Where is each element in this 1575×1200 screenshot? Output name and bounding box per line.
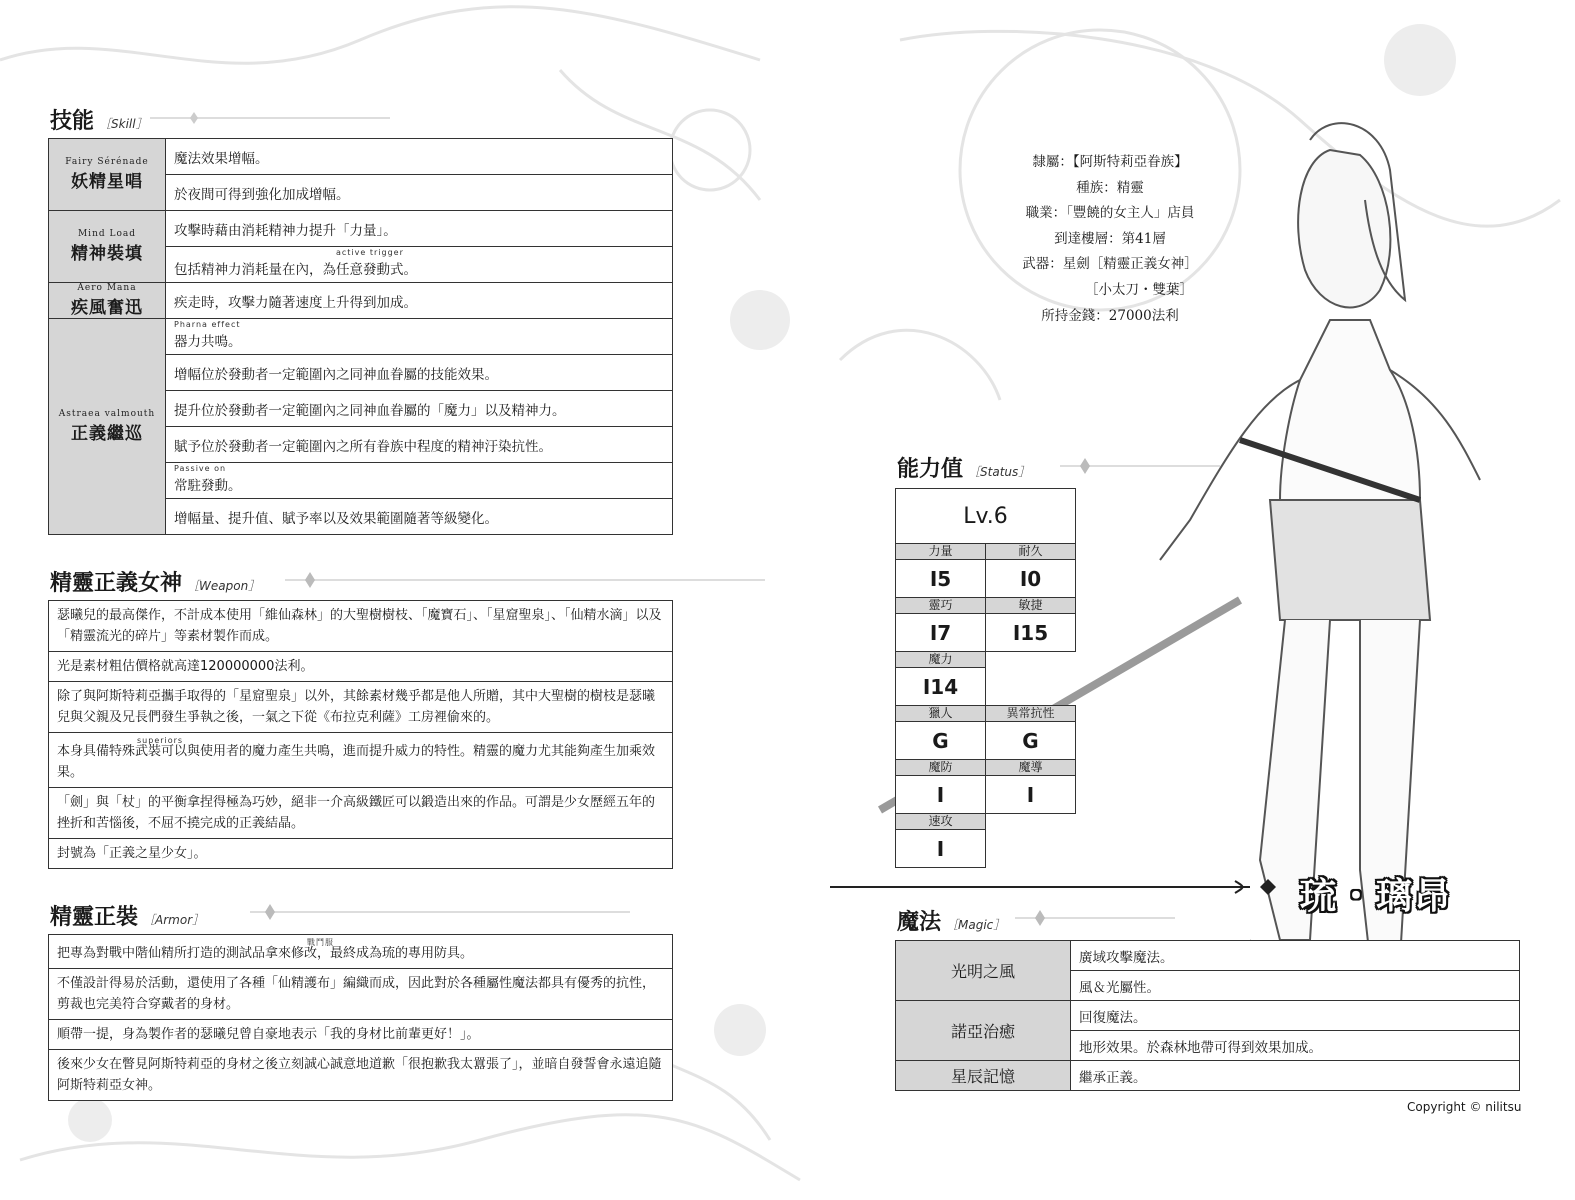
stat-cell-dexterity xyxy=(895,597,986,652)
skill-desc: 器力共鳴。 xyxy=(174,333,242,350)
skill-name-cell xyxy=(49,139,166,211)
armor-paragraph: 順帶一提，身為製作者的瑟曦兒曾自豪地表示「我的身材比前輩更好！」。 xyxy=(49,1020,673,1050)
stat-label: 靈巧 xyxy=(896,598,985,614)
skill-desc: 攻擊時藉由消耗精神力提升「力量」。 xyxy=(166,211,673,247)
skill-title-en: ［Skill］ xyxy=(99,117,148,131)
magic-desc: 廣域攻擊魔法。 xyxy=(1071,941,1520,971)
sparkle-divider xyxy=(285,570,765,590)
skill-name-en: Aero Mana xyxy=(77,283,137,293)
stat-label: 敏捷 xyxy=(986,598,1075,614)
stat-value: I15 xyxy=(1012,621,1049,645)
magic-name: 光明之風 xyxy=(896,941,1071,1001)
stat-value: I xyxy=(936,783,945,807)
skill-desc: 增幅量、提升值、賦予率以及效果範圍隨著等級變化。 xyxy=(166,499,673,535)
profile-line: 種族：精靈 xyxy=(1076,179,1144,196)
weapon-paragraph: 瑟曦兒的最高傑作，不計成本使用「維仙森林」的大聖樹樹枝、「魔寶石」、「星窟聖泉」、「仙精水滴」以及「精靈流光的碎片」等素材製作而成。 xyxy=(49,601,673,652)
weapon-section-title xyxy=(50,566,260,597)
stat-cell-agility xyxy=(985,597,1076,652)
stat-cell-abnormal-resistance xyxy=(985,705,1076,760)
stat-label: 獵人 xyxy=(896,706,985,722)
profile-line: 隸屬：【阿斯特莉亞眷族】 xyxy=(1032,154,1188,170)
stat-cell-magic-guide xyxy=(985,759,1076,814)
ruby-annotation: Pharna effect xyxy=(174,320,241,329)
skill-desc: 包括精神力消耗量在內，為任意發動式。 xyxy=(174,261,417,278)
skill-section-title xyxy=(50,104,148,135)
profile-line: ［小太刀・雙葉］ xyxy=(1085,281,1193,298)
stat-label: 魔力 xyxy=(896,652,985,668)
stat-value: G xyxy=(1022,729,1039,753)
skill-title: 技能 xyxy=(50,108,95,134)
skill-name: 疾風奮迅 xyxy=(71,298,143,318)
stat-value: I14 xyxy=(922,675,959,699)
weapon-paragraph: 本身具備特殊武裝可以與使用者的魔力產生共鳴，進而提升威力的特性。精靈的魔力尤其能夠產生加乘效果。 xyxy=(57,744,656,780)
sparkle-divider xyxy=(250,902,630,922)
stat-cell-quick-attack xyxy=(895,813,986,868)
skill-name-en: Astraea valmouth xyxy=(58,409,156,419)
stat-label: 異常抗性 xyxy=(986,706,1075,722)
skill-desc: 賦予位於發動者一定範圍內之所有眷族中程度的精神汙染抗性。 xyxy=(166,427,673,463)
profile-line: 職業：「豐饒的女主人」店員 xyxy=(1025,205,1195,222)
weapon-paragraph: 除了與阿斯特莉亞攜手取得的「星窟聖泉」以外，其餘素材幾乎都是他人所贈，其中大聖樹的樹枝是瑟曦兒與父親及兄長們發生爭執之後，一氣之下從《布拉克利薩》工房裡偷來的。 xyxy=(49,682,673,733)
skill-desc: 魔法效果增幅。 xyxy=(166,139,673,175)
status-title: 能力值 xyxy=(897,456,964,482)
armor-paragraph: 不僅設計得易於活動，還使用了各種「仙精護布」編織而成，因此對於各種屬性魔法都具有優秀的抗性，剪裁也完美符合穿戴者的身材。 xyxy=(49,969,673,1020)
weapon-paragraph: 封號為「正義之星少女」。 xyxy=(49,839,673,869)
weapon-paragraph: 「劍」與「杖」的平衡拿捏得極為巧妙，絕非一介高級鐵匠可以鍛造出來的作品。可謂是少女歷經五年的挫折和苦惱後，不屈不撓完成的正義結晶。 xyxy=(49,788,673,839)
status-section-title xyxy=(897,452,1030,483)
skill-name-en: Fairy Sérénade xyxy=(65,157,149,167)
skill-desc: 疾走時，攻擊力隨著速度上升得到加成。 xyxy=(166,283,673,319)
skill-desc: 於夜間可得到強化加成增幅。 xyxy=(166,175,673,211)
skill-name-cell xyxy=(49,211,166,283)
weapon-paragraph-cell xyxy=(49,733,673,788)
skill-name-cell xyxy=(49,283,166,319)
armor-paragraph-cell xyxy=(49,935,673,969)
armor-title-en: ［Armor］ xyxy=(143,913,205,927)
sparkle-divider xyxy=(1060,456,1220,476)
stat-cell-magic xyxy=(895,651,986,706)
skill-desc: 提升位於發動者一定範圍內之同神血眷屬的「魔力」以及精神力。 xyxy=(166,391,673,427)
skill-desc: 常駐發動。 xyxy=(174,477,242,494)
stat-value: I5 xyxy=(929,567,952,591)
skill-name: 精神裝填 xyxy=(71,244,143,264)
skill-name: 妖精星唱 xyxy=(71,172,143,192)
copyright-text: Copyright © nilitsu xyxy=(1407,1100,1522,1114)
skill-desc-cell xyxy=(166,463,673,499)
stat-label: 耐久 xyxy=(986,544,1075,560)
skill-table xyxy=(48,138,673,535)
status-title-en: ［Status］ xyxy=(968,465,1031,479)
stat-cell-hunter xyxy=(895,705,986,760)
stat-value: I0 xyxy=(1019,567,1042,591)
stat-value: I xyxy=(1026,783,1035,807)
skill-desc-cell xyxy=(166,319,673,355)
skill-name-en: Mind Load xyxy=(77,229,137,239)
name-banner-line xyxy=(830,878,1300,898)
magic-section-title xyxy=(897,905,1005,936)
stat-label: 速攻 xyxy=(896,814,985,830)
ruby-annotation: active trigger xyxy=(336,248,404,257)
weapon-title: 精靈正義女神 xyxy=(50,570,183,596)
character-profile xyxy=(990,150,1230,329)
weapon-paragraph: 光是素材粗估價格就高達120000000法利。 xyxy=(49,652,673,682)
profile-line: 武器：星劍［精靈正義女神］ xyxy=(1022,256,1198,273)
magic-name: 諾亞治癒 xyxy=(896,1001,1071,1061)
ruby-annotation: 戰鬥服 xyxy=(307,938,334,947)
skill-desc: 增幅位於發動者一定範圍內之同神血眷屬的技能效果。 xyxy=(166,355,673,391)
magic-title-en: ［Magic］ xyxy=(946,918,1006,932)
armor-title: 精靈正裝 xyxy=(50,904,139,930)
stat-label: 魔導 xyxy=(986,760,1075,776)
character-name: 琉・璃昂 xyxy=(1300,876,1453,917)
magic-desc: 地形效果。於森林地帶可得到效果加成。 xyxy=(1071,1031,1520,1061)
ruby-annotation: superiors xyxy=(137,736,184,745)
weapon-table xyxy=(48,600,673,869)
magic-name: 星辰記憶 xyxy=(896,1061,1071,1091)
armor-section-title xyxy=(50,900,204,931)
stat-value: I xyxy=(936,837,945,861)
armor-paragraph: 後來少女在瞥見阿斯特莉亞的身材之後立刻誠心誠意地道歉「很抱歉我太囂張了」，並暗自發誓會永遠追隨阿斯特莉亞女神。 xyxy=(49,1050,673,1101)
level-value: Lv.6 xyxy=(895,488,1076,544)
stat-cell-strength xyxy=(895,543,986,598)
skill-name: 正義繼巡 xyxy=(71,424,143,444)
stat-value: I7 xyxy=(929,621,952,645)
stat-cell-magic-defense xyxy=(895,759,986,814)
sparkle-divider xyxy=(150,108,390,128)
magic-title: 魔法 xyxy=(897,909,942,935)
magic-desc: 繼承正義。 xyxy=(1071,1061,1520,1091)
skill-desc-cell xyxy=(166,247,673,283)
profile-line: 所持金錢：27000法利 xyxy=(1041,307,1179,324)
stat-cell-endurance xyxy=(985,543,1076,598)
magic-table xyxy=(895,940,1520,1091)
weapon-title-en: ［Weapon］ xyxy=(187,579,261,593)
stat-value: G xyxy=(932,729,949,753)
armor-table xyxy=(48,934,673,1101)
sparkle-divider xyxy=(1015,908,1175,928)
magic-desc: 風＆光屬性。 xyxy=(1071,971,1520,1001)
skill-name-cell xyxy=(49,319,166,535)
stat-label: 力量 xyxy=(896,544,985,560)
ruby-annotation: Passive on xyxy=(174,464,227,473)
armor-paragraph: 把專為對戰中階仙精所打造的測試品拿來修改，最終成為琉的專用防具。 xyxy=(57,946,474,961)
magic-desc: 回復魔法。 xyxy=(1071,1001,1520,1031)
stat-label: 魔防 xyxy=(896,760,985,776)
profile-line: 到達樓層：第41層 xyxy=(1054,230,1166,247)
